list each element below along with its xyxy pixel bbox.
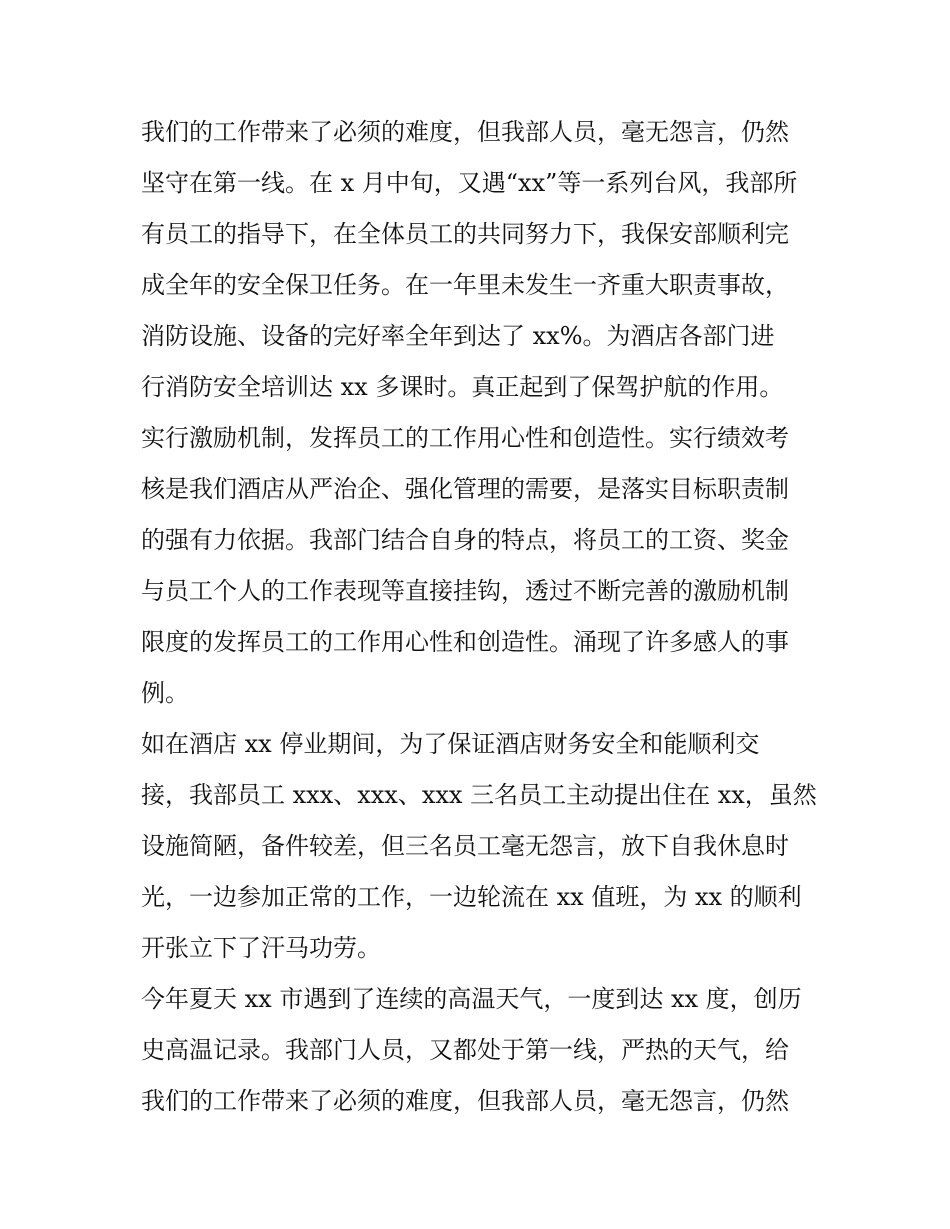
text-line: 接，我部员工 xxx、xxx、xxx 三名员工主动提出住在 xx，虽然 — [141, 781, 817, 809]
text-line: 我们的工作带来了必须的难度，但我部人员，毫无怨言，仍然 — [141, 1087, 789, 1115]
text-line: 例。 — [141, 679, 189, 707]
text-line: 史高温记录。我部门人员，又都处于第一线，严热的天气，给 — [141, 1036, 789, 1064]
text-line: 我们的工作带来了必须的难度，但我部人员，毫无怨言，仍然 — [141, 118, 789, 146]
text-line: 实行激励机制，发挥员工的工作用心性和创造性。实行绩效考 — [141, 424, 789, 452]
text-line: 设施简陋，备件较差，但三名员工毫无怨言，放下自我休息时 — [141, 832, 789, 860]
text-line: 行消防安全培训达 xx 多课时。真正起到了保驾护航的作用。 — [141, 373, 784, 401]
text-line: 今年夏天 xx 市遇到了连续的高温天气，一度到达 xx 度，创历 — [141, 985, 802, 1013]
text-line: 核是我们酒店从严治企、强化管理的需要，是落实目标职责制 — [141, 475, 789, 503]
text-line: 如在酒店 xx 停业期间，为了保证酒店财务安全和能顺利交 — [141, 730, 760, 758]
text-line: 有员工的指导下，在全体员工的共同努力下，我保安部顺利完 — [141, 220, 789, 248]
text-line: 消防设施、设备的完好率全年到达了 xx%。为酒店各部门进 — [141, 322, 775, 350]
text-line: 光，一边参加正常的工作，一边轮流在 xx 值班，为 xx 的顺利 — [141, 883, 802, 911]
text-line: 的强有力依据。我部门结合自身的特点，将员工的工资、奖金 — [141, 526, 789, 554]
body-text — [141, 107, 831, 1127]
text-line: 与员工个人的工作表现等直接挂钩，透过不断完善的激励机制 — [141, 577, 789, 605]
text-line: 开张立下了汗马功劳。 — [141, 934, 381, 962]
text-line: 限度的发挥员工的工作用心性和创造性。涌现了许多感人的事 — [141, 628, 789, 656]
text-line: 成全年的安全保卫任务。在一年里未发生一齐重大职责事故， — [141, 271, 789, 299]
text-line: 坚守在第一线。在 x 月中旬，又遇“xx”等一系列台风，我部所 — [141, 169, 798, 197]
